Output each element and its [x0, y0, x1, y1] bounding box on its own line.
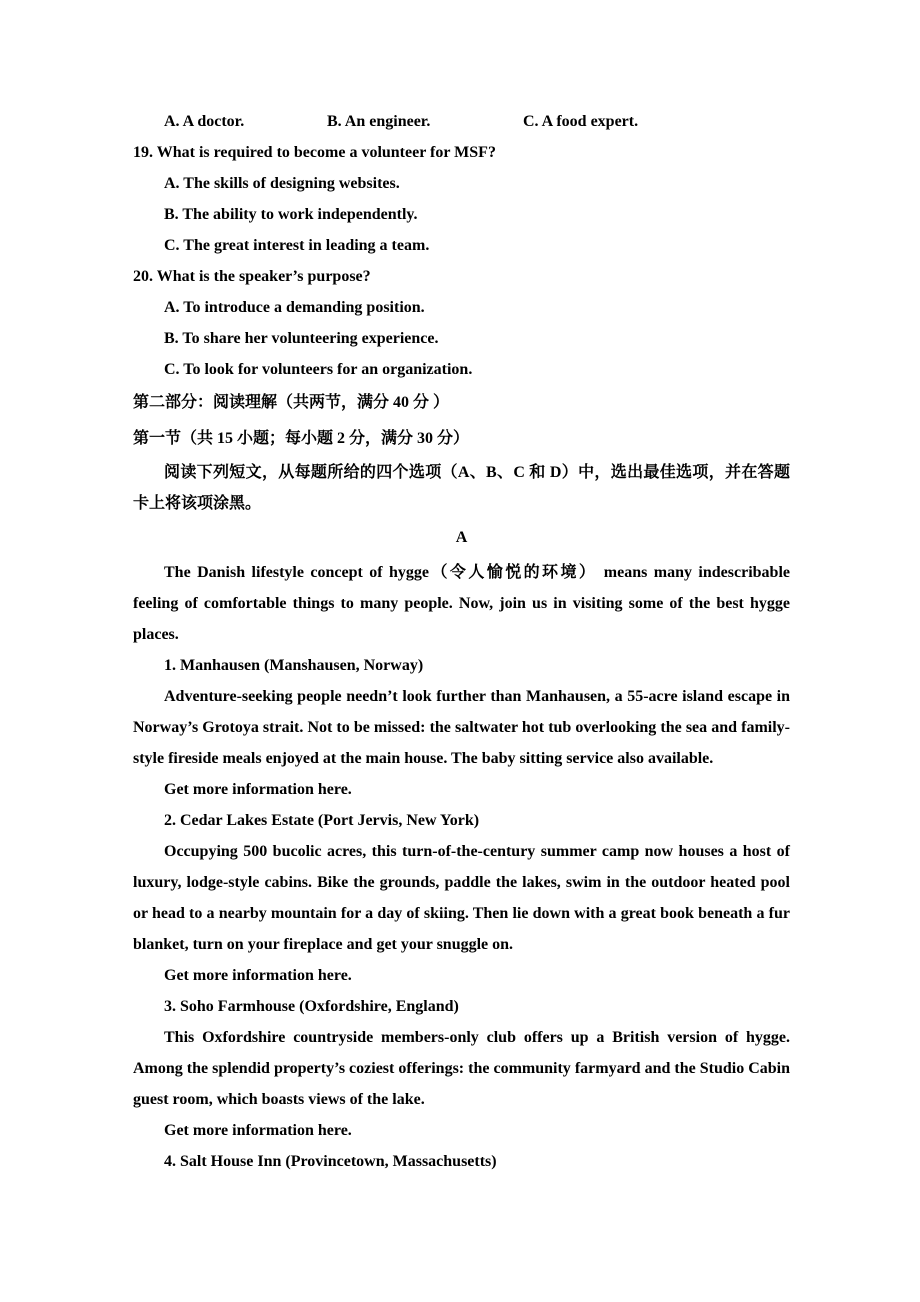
q20-option-a: A. To introduce a demanding position. [164, 299, 425, 316]
item-4-heading: 4. Salt House Inn (Provincetown, Massachusetts) [164, 1153, 497, 1170]
passage-a-label: A [455, 529, 468, 546]
exam-page-content [133, 106, 790, 1177]
item-3-heading: 3. Soho Farmhouse (Oxfordshire, England) [164, 998, 459, 1015]
reading-instructions: 阅读下列短文，从每题所给的四个选项（A、B、C 和 D）中，选出最佳选项，并在答题卡上将该项涂黑。 [133, 464, 790, 512]
item-3-info-line: Get more information here. [164, 1122, 352, 1139]
q19-option-c: C. The great interest in leading a team. [164, 237, 430, 254]
part2-header: 第二部分：阅读理解（共两节，满分 40 分 ） [133, 394, 450, 411]
item-2-info-line: Get more information here. [164, 967, 352, 984]
q20-option-c: C. To look for volunteers for an organization. [164, 361, 473, 378]
q18-option-a: A. A doctor. [164, 113, 245, 130]
q18-option-b: B. An engineer. [327, 113, 431, 130]
q18-options-row [133, 106, 790, 137]
item-1-heading: 1. Manhausen (Manshausen, Norway) [164, 657, 424, 674]
q20-option-b: B. To share her volunteering experience. [164, 330, 439, 347]
item-1-paragraph: Adventure-seeking people needn’t look further than Manhausen, a 55-acre island escape in Norway’s Grotoya strait. Not to be missed: the saltwater hot tub overlooking the sea and family-style fireside meals enjoyed at the main house. The baby sitting service also available. [133, 688, 790, 767]
q19-question: 19. What is required to become a volunteer for MSF? [133, 144, 496, 161]
q20-question: 20. What is the speaker’s purpose? [133, 268, 371, 285]
q19-option-a: A. The skills of designing websites. [164, 175, 400, 192]
item-3-paragraph: This Oxfordshire countryside members-only club offers up a British version of hygge. Among the splendid property’s coziest offerings: the community farmyard and the Studio Cabin guest room, which boasts views of the lake. [133, 1029, 790, 1108]
section1-header: 第一节（共 15 小题；每小题 2 分，满分 30 分） [133, 430, 470, 447]
item-2-heading: 2. Cedar Lakes Estate (Port Jervis, New York) [164, 812, 480, 829]
q19-option-b: B. The ability to work independently. [164, 206, 418, 223]
item-1-info-line: Get more information here. [164, 781, 352, 798]
item-2-paragraph: Occupying 500 bucolic acres, this turn-of-the-century summer camp now houses a host of luxury, lodge-style cabins. Bike the grounds, paddle the lakes, swim in the outdoor heated pool or head to a nearby mountain for a day of skiing. Then lie down with a great book beneath a fur blanket, turn on your fireplace and get your snuggle on. [133, 843, 790, 953]
passage-intro-paragraph: The Danish lifestyle concept of hygge（令人愉悦的环境） means many indescribable feeling of comfortable things to many people. Now, join us in visiting some of the best hygge places. [133, 564, 790, 643]
q18-option-c: C. A food expert. [523, 113, 639, 130]
